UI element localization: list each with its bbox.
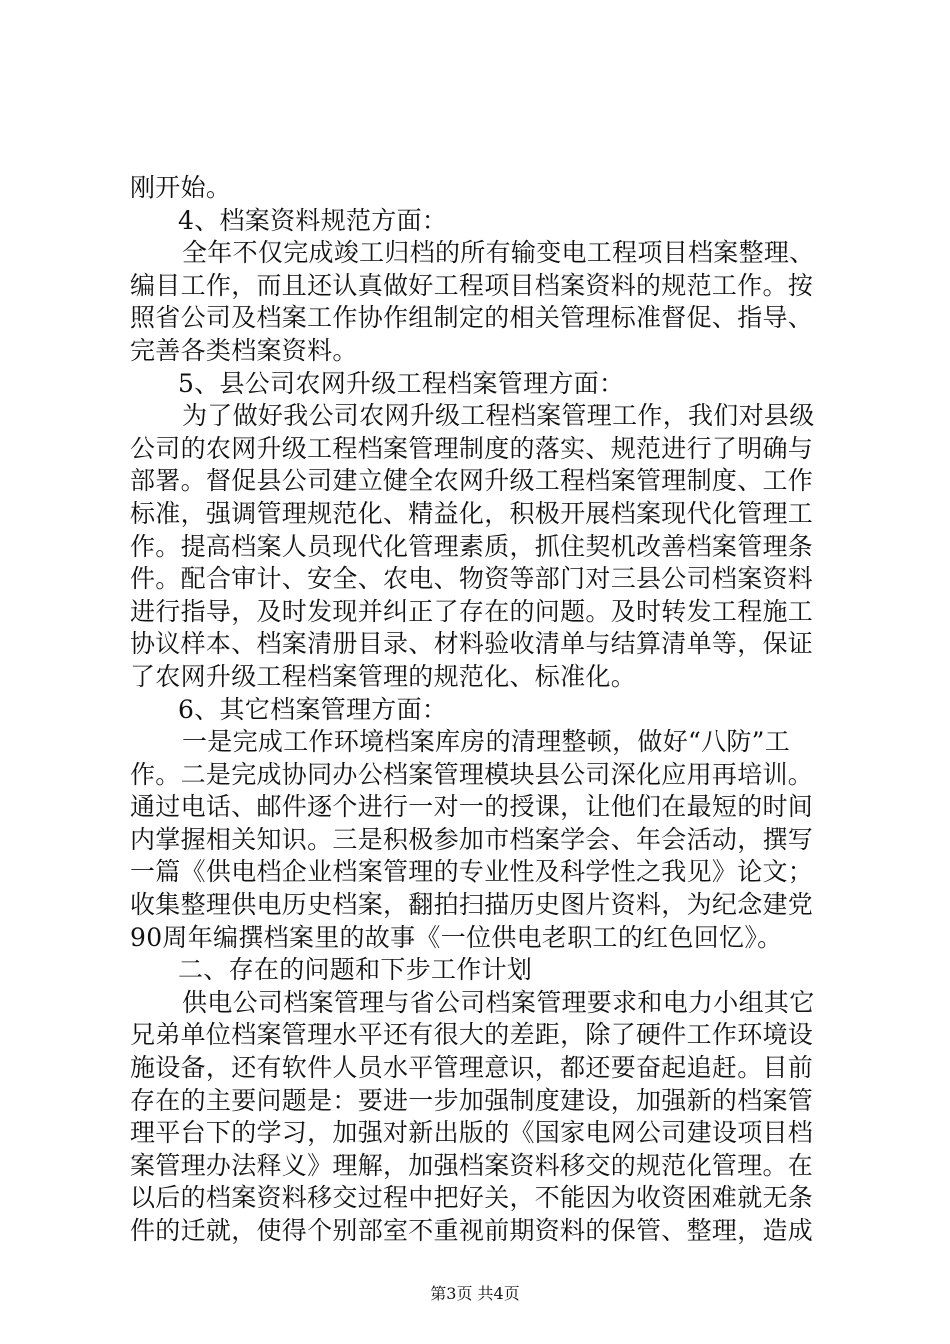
text-line: 照省公司及档案工作协作组制定的相关管理标准督促、指导、 — [130, 303, 814, 333]
text-line: 完善各类档案资料。 — [130, 335, 358, 365]
text-line: 5、县公司农网升级工程档案管理方面： — [178, 368, 625, 398]
text-line: 件的迁就，使得个别部室不重视前期资料的保管、整理，造成 — [130, 1216, 814, 1245]
text-line: 二、存在的问题和下步工作计划 — [178, 955, 533, 985]
text-line: 了农网升级工程档案管理的规范化、标准化。 — [130, 661, 637, 691]
text-line: 标准，强调管理规范化、精益化，积极开展档案现代化管理工 — [130, 498, 814, 528]
text-line: 部署。督促县公司建立健全农网升级工程档案管理制度、工作 — [130, 466, 814, 496]
text-line: 供电公司档案管理与省公司档案管理要求和电力小组其它 — [182, 987, 815, 1017]
text-line: 全年不仅完成竣工归档的所有输变电工程项目档案整理、 — [182, 238, 815, 268]
page-footer: 第3页 共4页 — [430, 1284, 520, 1303]
text-line: 进行指导，及时发现并纠正了存在的问题。及时转发工程施工 — [130, 596, 814, 626]
text-line: 以后的档案资料移交过程中把好关，不能因为收资困难就无条 — [130, 1183, 814, 1213]
text-line: 一是完成工作环境档案库房的清理整顿，做好“八防”工 — [182, 727, 791, 757]
document-body — [130, 172, 830, 1248]
text-line: 施设备，还有软件人员水平管理意识，都还要奋起追赶。目前 — [130, 1053, 814, 1083]
text-line: 一篇《供电档企业档案管理的专业性及科学性之我见》论文； — [130, 857, 814, 887]
text-line: 作。提高档案人员现代化管理素质，抓住契机改善档案管理条 — [130, 531, 814, 561]
text-line: 件。配合审计、安全、农电、物资等部门对三县公司档案资料 — [130, 564, 814, 594]
text-line: 内掌握相关知识。三是积极参加市档案学会、年会活动，撰写 — [130, 824, 814, 854]
text-line: 6、其它档案管理方面： — [178, 694, 448, 724]
text-line: 公司的农网升级工程档案管理制度的落实、规范进行了明确与 — [130, 433, 814, 463]
text-line: 编目工作，而且还认真做好工程项目档案资料的规范工作。按 — [130, 270, 814, 300]
text-line: 通过电话、邮件逐个进行一对一的授课，让他们在最短的时间 — [130, 792, 814, 822]
text-line: 为了做好我公司农网升级工程档案管理工作，我们对县级 — [182, 401, 815, 431]
text-line: 理平台下的学习，加强对新出版的《国家电网公司建设项目档 — [130, 1118, 814, 1148]
text-line: 兄弟单位档案管理水平还有很大的差距，除了硬件工作环境设 — [130, 1020, 814, 1050]
text-line: 刚开始。 — [130, 173, 232, 202]
text-line: 90周年编撰档案里的故事《一位供电老职工的红色回忆》。 — [130, 922, 783, 952]
text-line: 作。二是完成协同办公档案管理模块县公司深化应用再培训。 — [130, 759, 814, 789]
text-line: 案管理办法释义》理解，加强档案资料移交的规范化管理。在 — [130, 1150, 814, 1180]
text-line: 协议样本、档案清册目录、材料验收清单与结算清单等，保证 — [130, 629, 814, 659]
text-line: 收集整理供电历史档案，翻拍扫描历史图片资料，为纪念建党 — [130, 890, 814, 920]
text-line: 4、档案资料规范方面： — [178, 205, 448, 235]
text-line: 存在的主要问题是：要进一步加强制度建设，加强新的档案管 — [130, 1085, 814, 1115]
